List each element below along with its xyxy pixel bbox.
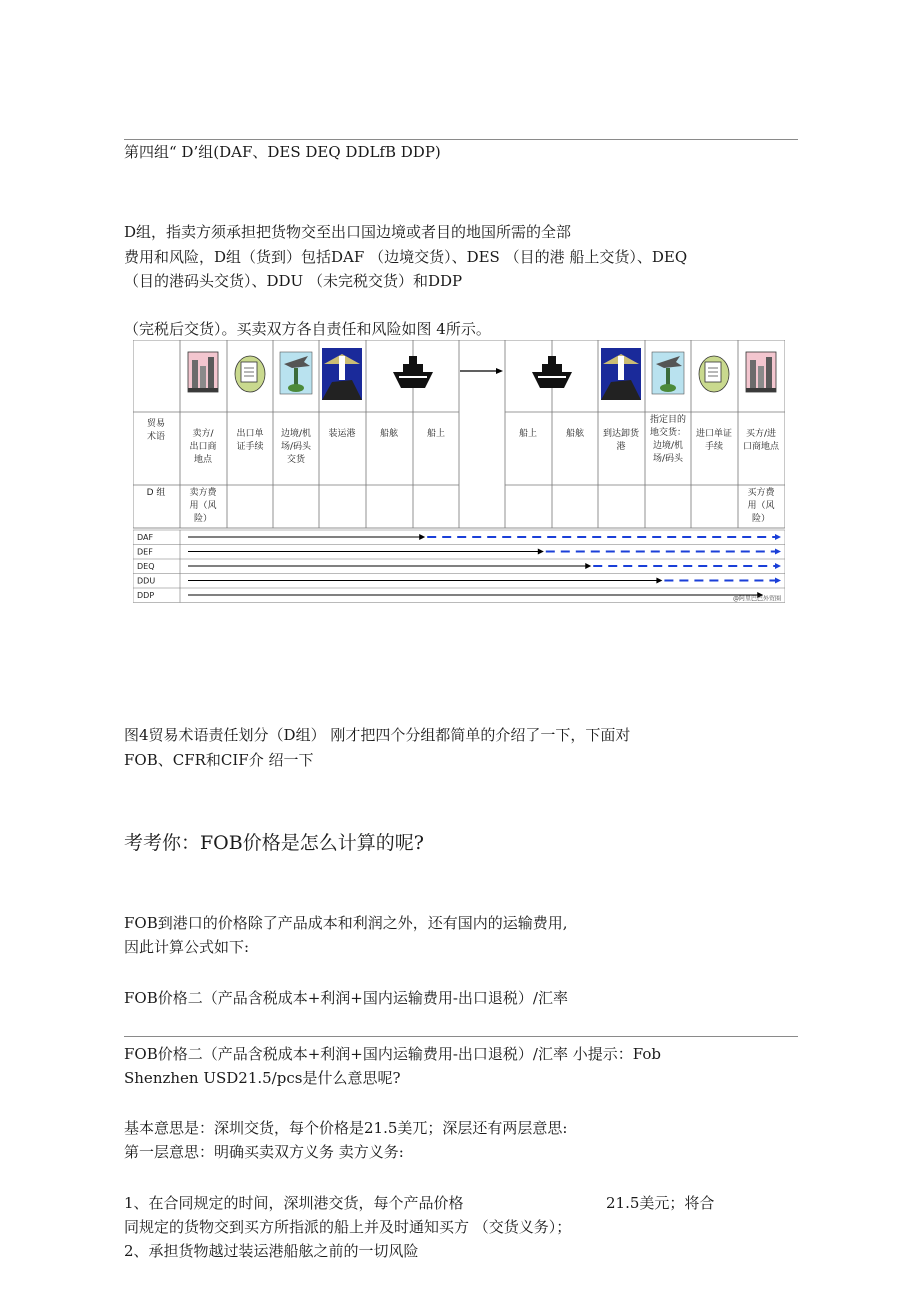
para-1-line-1: FOB到港口的价格除了产品成本和利润之外，还有国内的运输费用, [124,914,568,932]
seller-arrowhead [656,578,662,584]
column-label-right: 地交货： [649,428,687,438]
airport-icon [652,352,684,394]
item-1-line-2: 同规定的货物交到买方所指派的船上并及时通知买方 （交货义务）； [124,1218,572,1236]
column-label-right: 港 [616,442,626,452]
column-label-left: 交货 [286,455,306,465]
meaning-line-1: 基本意思是：深圳交货，每个价格是21.5美兀；深层还有两层意思: [124,1119,568,1137]
column-label-left: 地点 [193,455,213,465]
column-label-left: 出口单 [236,429,264,439]
seller-cost-label: 险） [193,514,213,524]
column-label-right: 场/码头 [652,454,684,464]
formula-tip-line-2: Shenzhen USD21.5/pcs是什么意思呢? [124,1069,401,1087]
buyer-arrowhead [775,549,781,555]
intro-line-3: （目的港码头交货）、DDU （未完税交货）和DDP [124,272,463,290]
column-label-right: 买方/进 [745,429,777,439]
seller-arrowhead [419,534,425,540]
column-label-right: 进口单证 [695,429,733,439]
item-2-line: 2、承担货物越过装运港船舷之前的一切风险 [124,1242,419,1260]
formula-line: FOB价格二（产品含税成本+利润+国内运输费用-出口退税）/汇率 [124,989,568,1007]
trade-term-header: 术语 [146,432,166,442]
column-label-left: 出口商 [189,442,217,452]
column-label-left: 装运港 [328,429,356,439]
factory-icon [188,352,218,392]
trade-term-header: 贸易 [146,419,166,429]
term-label: DDU [137,576,156,586]
column-label-left: 场/码头 [280,442,312,452]
column-label-left: 卖方/ [192,429,214,439]
d-group-responsibility-diagram [133,340,785,605]
lighthouse-icon [601,348,641,400]
section-heading: 第四组“ D’组(DAF、DES DEQ DDLfB DDP) [124,143,441,161]
factory-icon [746,352,776,392]
column-label-left: 船上 [426,429,446,439]
documents-icon [699,356,729,392]
para-1-line-2: 因此计算公式如下: [124,938,250,956]
term-label: DEQ [137,562,155,571]
buyer-arrowhead [775,563,781,569]
column-label-right: 口商地点 [742,442,780,452]
buyer-cost-label: 买方费 [747,488,775,498]
intro-line-1: D组，指卖方须承担把货物交至出口国边境或者目的地国所需的全部 [124,223,572,241]
question-heading: 考考你：FOB价格是怎么计算的呢? [124,832,424,854]
seller-arrowhead [538,549,544,555]
item-1-line-1a: 1、在合同规定的时间，深圳港交货，每个产品价格 [124,1194,464,1212]
term-label: DAF [137,533,154,542]
lighthouse-icon [322,348,362,400]
column-label-left: 证手续 [236,442,264,452]
watermark: @阿里巴巴外贸圈 [732,595,781,603]
column-label-left: 船舷 [379,429,399,439]
buyer-arrowhead [775,578,781,584]
seller-cost-label: 用（风 [189,501,217,511]
buyer-arrowhead [775,534,781,540]
figure-caption-line-1: 图4贸易术语责任划分（D组） 刚才把四个分组都简单的介绍了一下，下面对 [124,726,631,744]
group-label: D 组 [146,488,166,498]
item-1-line-1b: 21.5美元；将合 [606,1194,715,1212]
column-label-right: 到达卸货 [602,429,640,439]
column-label-right: 船舷 [565,429,585,439]
column-label-right: 船上 [518,429,538,439]
airport-icon [280,352,312,394]
column-label-right: 边境/机 [652,441,684,451]
documents-icon [235,356,265,392]
formula-tip-line-1: FOB价格二（产品含税成本+利润+国内运输费用-出口退税）/汇率 小提示：Fob [124,1045,661,1063]
column-label-left: 边境/机 [280,429,312,439]
term-label: DDP [137,591,155,600]
mid-rule [124,1036,798,1037]
buyer-cost-label: 险） [751,514,771,524]
intro-line-2: 费用和风险，D组（货到）包括DAF （边境交货）、DES （目的港 船上交货）、DEQ [124,248,688,266]
buyer-cost-label: 用（风 [747,501,775,511]
term-label: DEF [137,547,153,557]
intro-line-4: （完税后交货）。买卖双方各自责任和风险如图 4所示。 [124,320,491,338]
meaning-line-2: 第一层意思：明确买卖双方义务 卖方义务: [124,1143,404,1161]
seller-arrowhead [585,563,591,569]
figure-caption-line-2: FOB、CFR和CIF介 绍一下 [124,751,314,769]
top-rule [124,139,798,140]
seller-cost-label: 卖方费 [189,488,217,498]
column-label-right: 手续 [704,442,724,452]
column-label-right: 指定目的 [649,415,687,425]
